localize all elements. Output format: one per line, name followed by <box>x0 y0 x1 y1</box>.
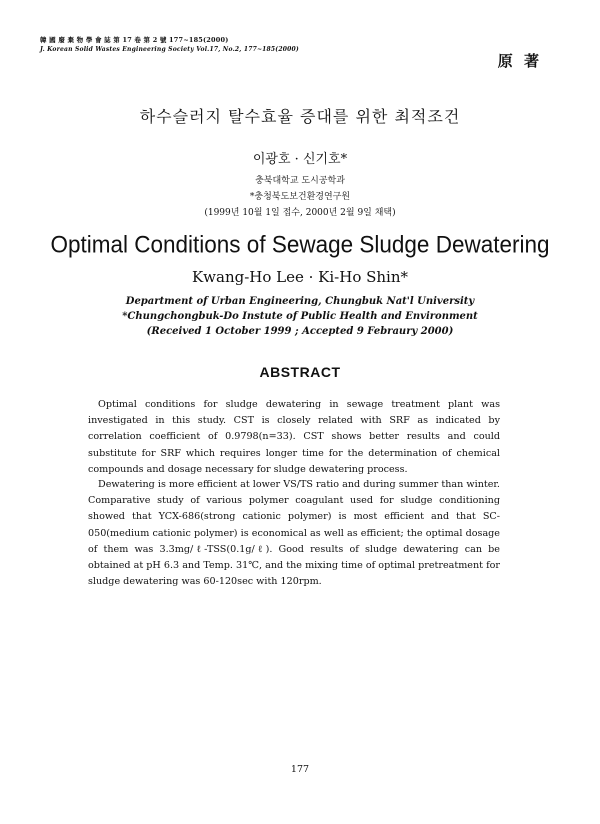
article-type-tag: 原 著 <box>497 52 542 70</box>
journal-citation-kr: 韓 國 廢 棄 物 學 會 誌 第 17 卷 第 2 號 177~185(2000) <box>40 36 229 44</box>
abstract-text-2: Dewatering is more efficient at lower VS/TS ratio and during summer than winter. Comparative study of various polymer coagulant used for sludge conditioning showed that YCX-686(strong cationic polymer) is most efficient and that SC-050(medium cationic polymer) is economical as well as efficient; the optimal dosage of them was 3.3mg/ℓ-TSS(0.1g/ℓ). Good results of sludge dewatering can be obtained at pH 6.3 and Temp. 31℃, and the mixing time of optimal pretreatment for sludge dewatering was 60-120sec with 120rpm. <box>88 479 500 588</box>
korean-affiliation-2: *충청북도보건환경연구원 <box>249 192 351 202</box>
english-affiliations <box>0 294 600 339</box>
english-affiliation-2: *Chungchongbuk-Do Instute of Public Health and Environment <box>122 311 478 322</box>
korean-authors: 이광호 · 신기호* <box>252 152 348 167</box>
english-authors: Kwang-Ho Lee · Ki-Ho Shin* <box>191 268 409 286</box>
english-affiliation-1: Department of Urban Engineering, Chungbuk Nat'l University <box>125 296 475 307</box>
journal-header <box>40 36 299 54</box>
english-title: Optimal Conditions of Sewage Sludge Dewatering <box>50 231 550 258</box>
english-dates: (Received 1 October 1999 ; Accepted 9 Febraury 2000) <box>146 326 454 337</box>
korean-title: 하수슬러지 탈수효율 증대를 위한 최적조건 <box>139 107 461 126</box>
abstract-paragraph-2 <box>88 477 500 590</box>
abstract-text-1: Optimal conditions for sludge dewatering in sewage treatment plant was investigated in this study. CST is closely related with SRF as indicated by correlation coefficient of 0.9798(n=33). CST shows better results and could substitute for SRF which requires longer time for the determination of chemical compounds and dosage necessary for sludge dewatering process. <box>88 399 500 475</box>
korean-affiliations <box>0 173 600 221</box>
abstract-heading: ABSTRACT <box>259 364 341 380</box>
page-number: 177 <box>290 764 310 775</box>
abstract-paragraph-1 <box>88 397 500 478</box>
korean-dates: (1999년 10월 1일 접수, 2000년 2월 9일 채택) <box>204 208 396 218</box>
journal-citation-en: J. Korean Solid Wastes Engineering Society Vol.17, No.2, 177~185(2000) <box>40 46 299 53</box>
korean-affiliation-1: 충북대학교 도시공학과 <box>255 176 345 186</box>
